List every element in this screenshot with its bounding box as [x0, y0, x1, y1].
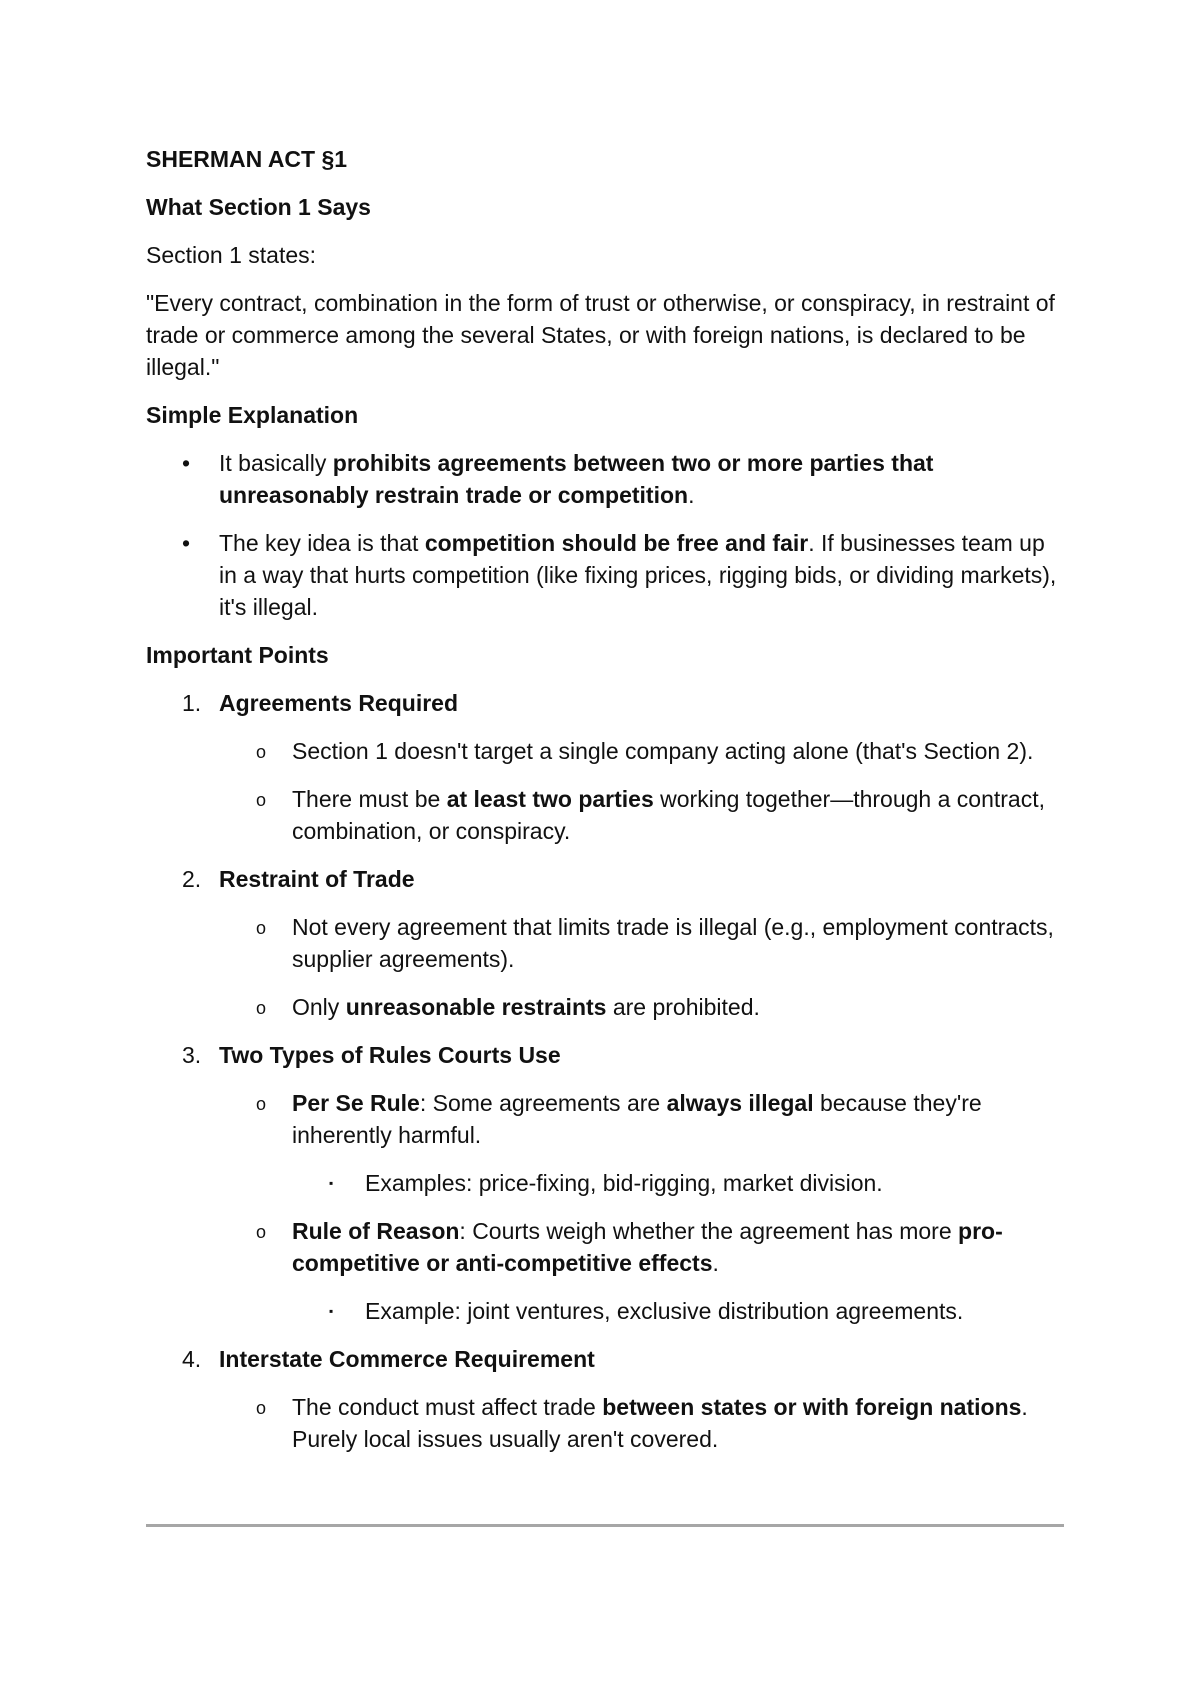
bullet-text-pre: The key idea is that [219, 530, 425, 556]
item-number: 1. [182, 690, 202, 716]
sub-item-text-mid: : Some agreements are [419, 1090, 667, 1116]
document-body [146, 191, 1066, 1455]
bullet-text-post: . [688, 482, 695, 508]
sub-item [146, 735, 1066, 767]
item-title: Agreements Required [219, 690, 459, 716]
sub-item-text-post: . [712, 1250, 719, 1276]
sub-item-text-bold: always illegal [666, 1090, 814, 1116]
bullet-marker: • [182, 530, 191, 556]
sub-bullet-marker: o [256, 1398, 267, 1418]
sub-item-text-mid: : Courts weigh whether the agreement has more [459, 1218, 959, 1244]
sub-item-text-pre: The conduct must affect trade [292, 1394, 603, 1420]
sub-item-text: Section 1 doesn't target a single company acting alone (that's Section 2). [292, 738, 1034, 764]
sub-item [146, 1391, 1066, 1455]
sub-item [146, 1087, 1066, 1151]
item-number: 3. [182, 1042, 202, 1068]
document-title: SHERMAN ACT §1 [146, 146, 348, 172]
bullet-item [146, 447, 1066, 511]
numbered-item [146, 863, 1066, 895]
sub-item-text-pre: Only [292, 994, 346, 1020]
sub-bullet-marker: o [256, 1094, 267, 1114]
item-number: 4. [182, 1346, 202, 1372]
sub-sub-item [146, 1295, 1066, 1327]
bullet-text-bold: competition should be free and fair [424, 530, 809, 556]
example-text: Examples: price-fixing, bid-rigging, market division. [365, 1170, 883, 1196]
example-text: Example: joint ventures, exclusive distribution agreements. [365, 1298, 964, 1324]
sub-bullet-marker: o [256, 790, 267, 810]
sub-item-text-bold: Rule of Reason [292, 1218, 460, 1244]
sub-item [146, 783, 1066, 847]
sub-item [146, 1215, 1066, 1279]
bullet-item [146, 527, 1066, 623]
sub-item-text-bold: unreasonable restraints [345, 994, 607, 1020]
numbered-item [146, 1039, 1066, 1071]
numbered-item [146, 687, 1066, 719]
sub-sub-item [146, 1167, 1066, 1199]
sub-item [146, 991, 1066, 1023]
sub-item-text-bold: at least two parties [446, 786, 654, 812]
item-number: 2. [182, 866, 202, 892]
section-heading-important-points: Important Points [146, 642, 329, 668]
bullet-text-bold: prohibits agreements between two or more parties that unreasonably restrain trade or competition [219, 450, 934, 508]
sub-item-text-post: because they're inherently harmful. [292, 1090, 982, 1148]
horizontal-rule [146, 1524, 1064, 1527]
sub-bullet-marker: o [256, 918, 267, 938]
bullet-marker: • [182, 450, 191, 476]
sub-bullet-marker: o [256, 742, 267, 762]
item-title: Two Types of Rules Courts Use [219, 1042, 561, 1068]
item-title: Interstate Commerce Requirement [219, 1346, 595, 1372]
sub-item-text-bold: between states or with foreign nations [602, 1394, 1022, 1420]
sub-bullet-marker: o [256, 1222, 267, 1242]
bullet-text-pre: It basically [219, 450, 333, 476]
sub-item-text: Not every agreement that limits trade is illegal (e.g., employment contracts, supplier agreements). [292, 914, 1054, 972]
sub-item-text-post: are prohibited. [606, 994, 760, 1020]
sub-item-text-pre: There must be [292, 786, 447, 812]
sub-item-text-bold: Per Se Rule [292, 1090, 420, 1116]
section-intro: Section 1 states: [146, 242, 317, 268]
sub-item [146, 911, 1066, 975]
bullet-text-post: . If businesses team up in a way that hurts competition (like fixing prices, rigging bids, or dividing markets), it's illegal. [219, 530, 1057, 620]
sub-item-text-bold: pro-competitive or anti-competitive effects [292, 1218, 1003, 1276]
square-bullet-marker: ▪ [329, 1304, 334, 1318]
sub-item-text-post: . Purely local issues usually aren't covered. [292, 1394, 1028, 1452]
section-heading-what-section-1-says: What Section 1 Says [146, 194, 371, 220]
square-bullet-marker: ▪ [329, 1176, 334, 1190]
item-title: Restraint of Trade [219, 866, 415, 892]
numbered-item [146, 1343, 1066, 1375]
sub-item-text-post: working together—through a contract, combination, or conspiracy. [292, 786, 1045, 844]
statute-quote: "Every contract, combination in the form of trust or otherwise, or conspiracy, in restraint of trade or commerce among the several States, or with foreign nations, is declared to be illegal." [146, 290, 1055, 380]
section-heading-simple-explanation: Simple Explanation [146, 402, 359, 428]
sub-bullet-marker: o [256, 998, 267, 1018]
